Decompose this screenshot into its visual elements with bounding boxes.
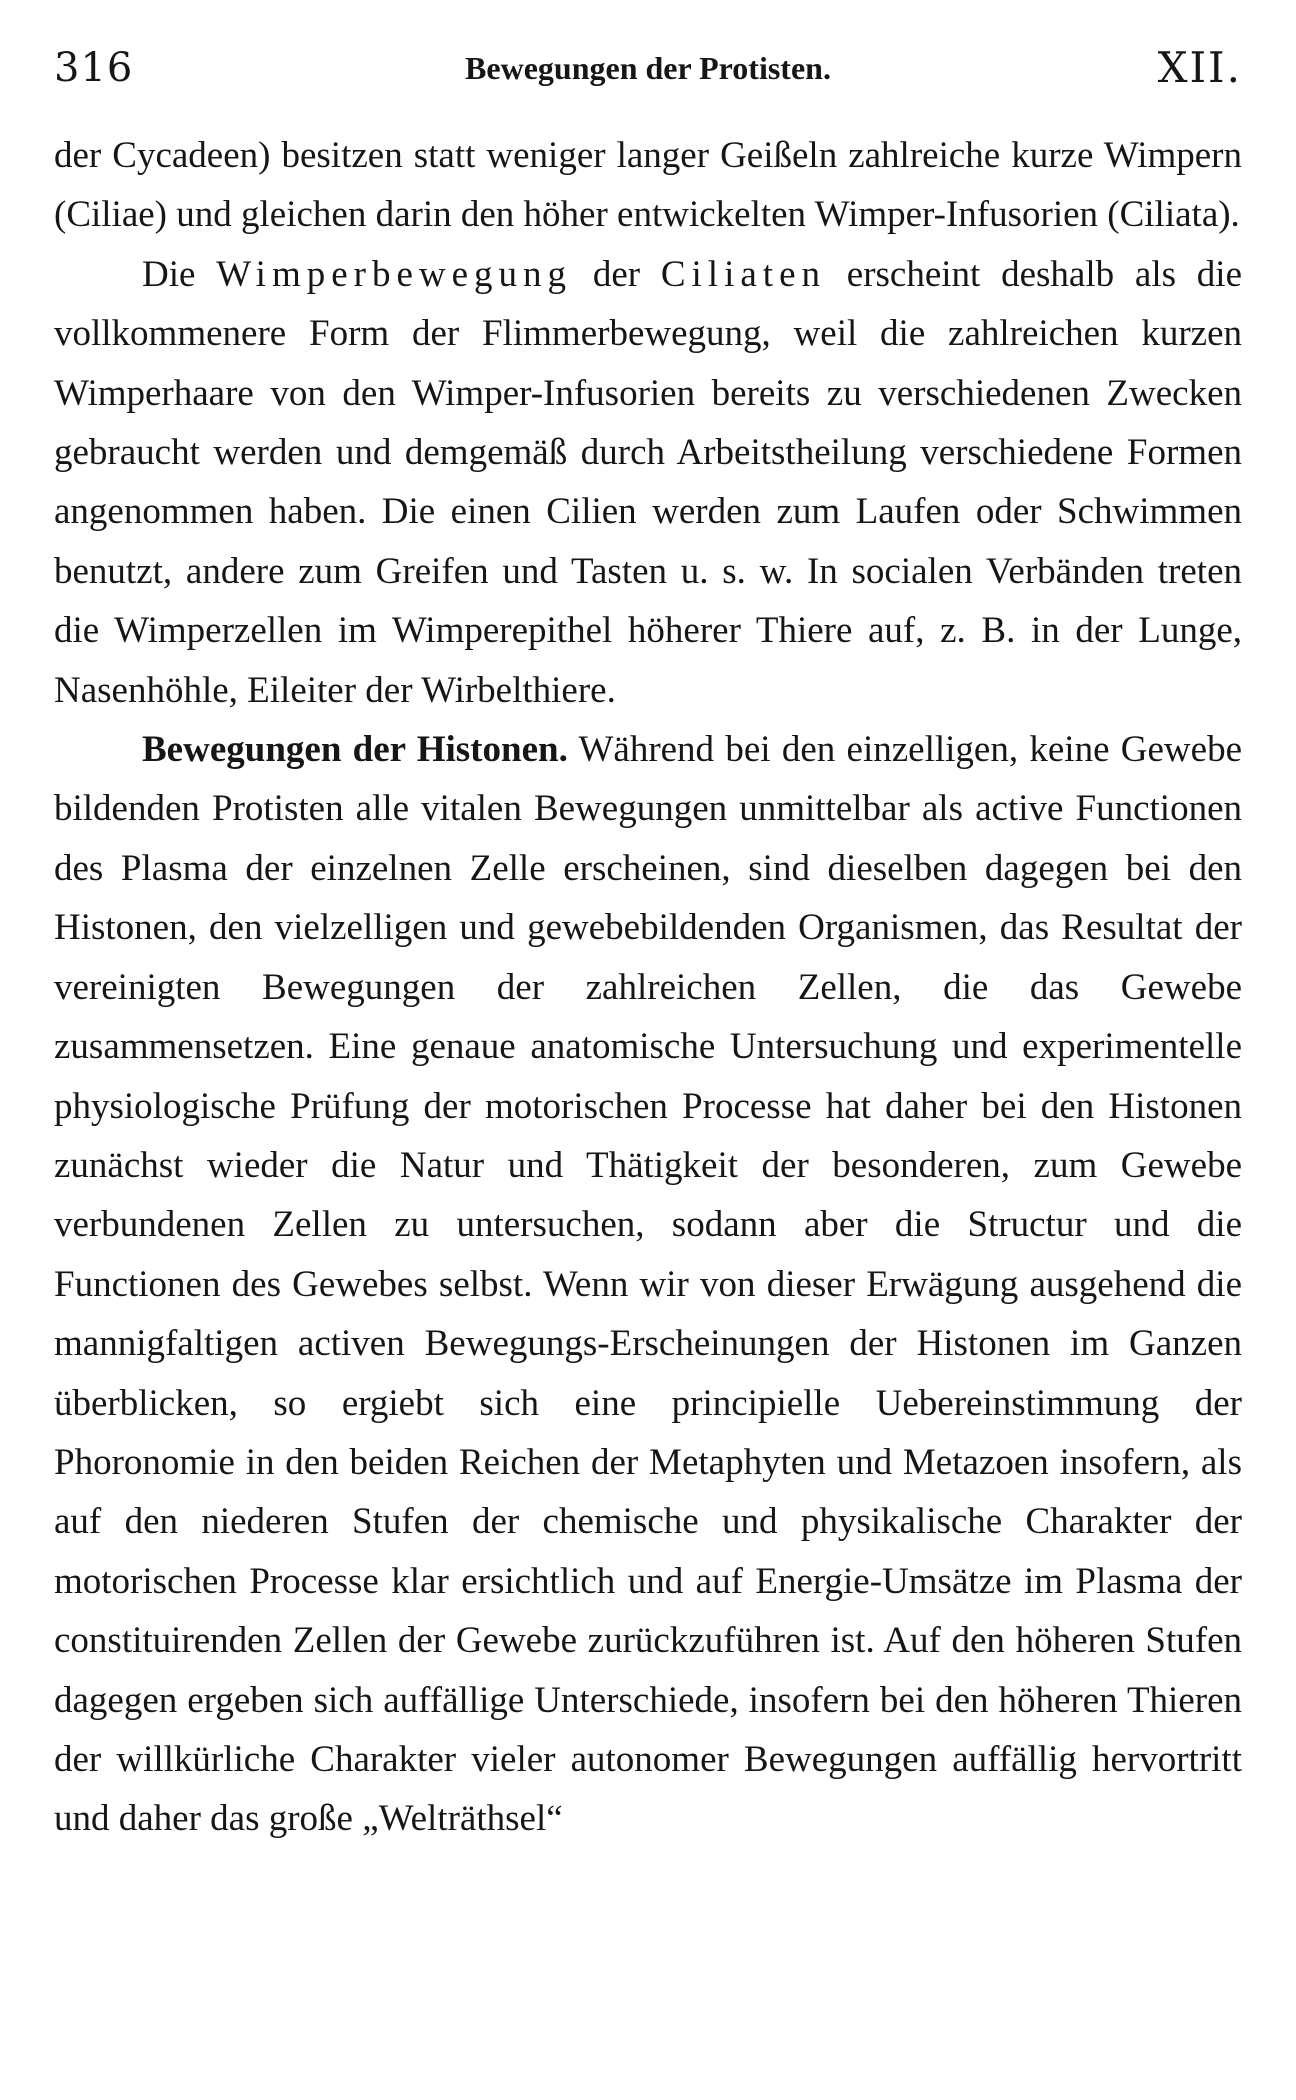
paragraph-3 xyxy=(54,720,1242,1849)
chapter-number: XII. xyxy=(1157,43,1242,92)
term-wimperbewegung: Wimperbewegung xyxy=(216,253,573,295)
paragraph-2-text: erscheint deshalb als die vollkommenere Form der Flimmerbewegung, weil die zahlreichen kurzen Wimperhaare von den Wimper-Infusorien bereits zu verschiedenen Zwecken gebraucht werden und demgemäß durch Arbeitstheilung verschiedene Formen angenommen haben. Die einen Cilien werden zum Laufen oder Schwimmen benutzt, andere zum Greifen und Tasten u. s. w. In socialen Verbänden treten die Wimperzellen im Wimperepithel höherer Thiere auf, z. B. in der Lunge, Nasenhöhle, Eileiter der Wirbelthiere. xyxy=(54,253,1242,711)
term-ciliaten: Ciliaten xyxy=(660,253,826,295)
paragraph-1-text: der Cycadeen) besitzen statt weniger langer Geißeln zahlreiche kurze Wimpern (Ciliae) und gleichen darin den höher entwickelten Wimper-Infusorien (Ciliata). xyxy=(54,135,1242,236)
page-header xyxy=(54,38,1242,98)
body-text xyxy=(54,126,1242,1849)
running-title: Bewegungen der Protisten. xyxy=(465,50,831,86)
paragraph-3-text: Während bei den einzelligen, keine Gewebe bildenden Protisten alle vitalen Bewegungen unmittelbar als active Functionen des Plasma der einzelnen Zelle erscheinen, sind dieselben dagegen bei den Histonen, den vielzelligen und gewebebildenden Organismen, das Resultat der vereinigten Bewegungen der zahlreichen Zellen, die das Gewebe zusammensetzen. Eine genaue anatomische Untersuchung und experimentelle physiologische Prüfung der motorischen Processe hat daher bei den Histonen zunächst wieder die Natur und Thätigkeit der besonderen, zum Gewebe verbundenen Zellen zu untersuchen, sodann aber die Structur und die Functionen des Gewebes selbst. Wenn wir von dieser Erwägung ausgehend die mannigfaltigen activen Bewegungs-Erscheinungen der Histonen im Ganzen überblicken, so ergiebt sich eine principielle Uebereinstimmung der Phoronomie in den beiden Reichen der Metaphyten und Metazoen insofern, als auf den niederen Stufen der chemische und physikalische Charakter der motorischen Processe klar ersichtlich und auf Energie-Umsätze im Plasma der constituirenden Zellen der Gewebe zurückzuführen ist. Auf den höheren Stufen dagegen ergeben sich auffällige Unterschiede, insofern bei den höheren Thieren der willkürliche Charakter vieler autonomer Bewegungen auffällig hervortritt und daher das große „Welträthsel“ xyxy=(54,729,1242,1840)
paragraph-2 xyxy=(54,245,1242,720)
paragraph-2-lead: Die xyxy=(142,253,196,295)
paragraph-1 xyxy=(54,126,1242,245)
page-number: 316 xyxy=(54,45,134,91)
paragraph-2-mid: der xyxy=(592,253,641,295)
section-heading: Bewegungen der Histonen. xyxy=(142,729,568,771)
